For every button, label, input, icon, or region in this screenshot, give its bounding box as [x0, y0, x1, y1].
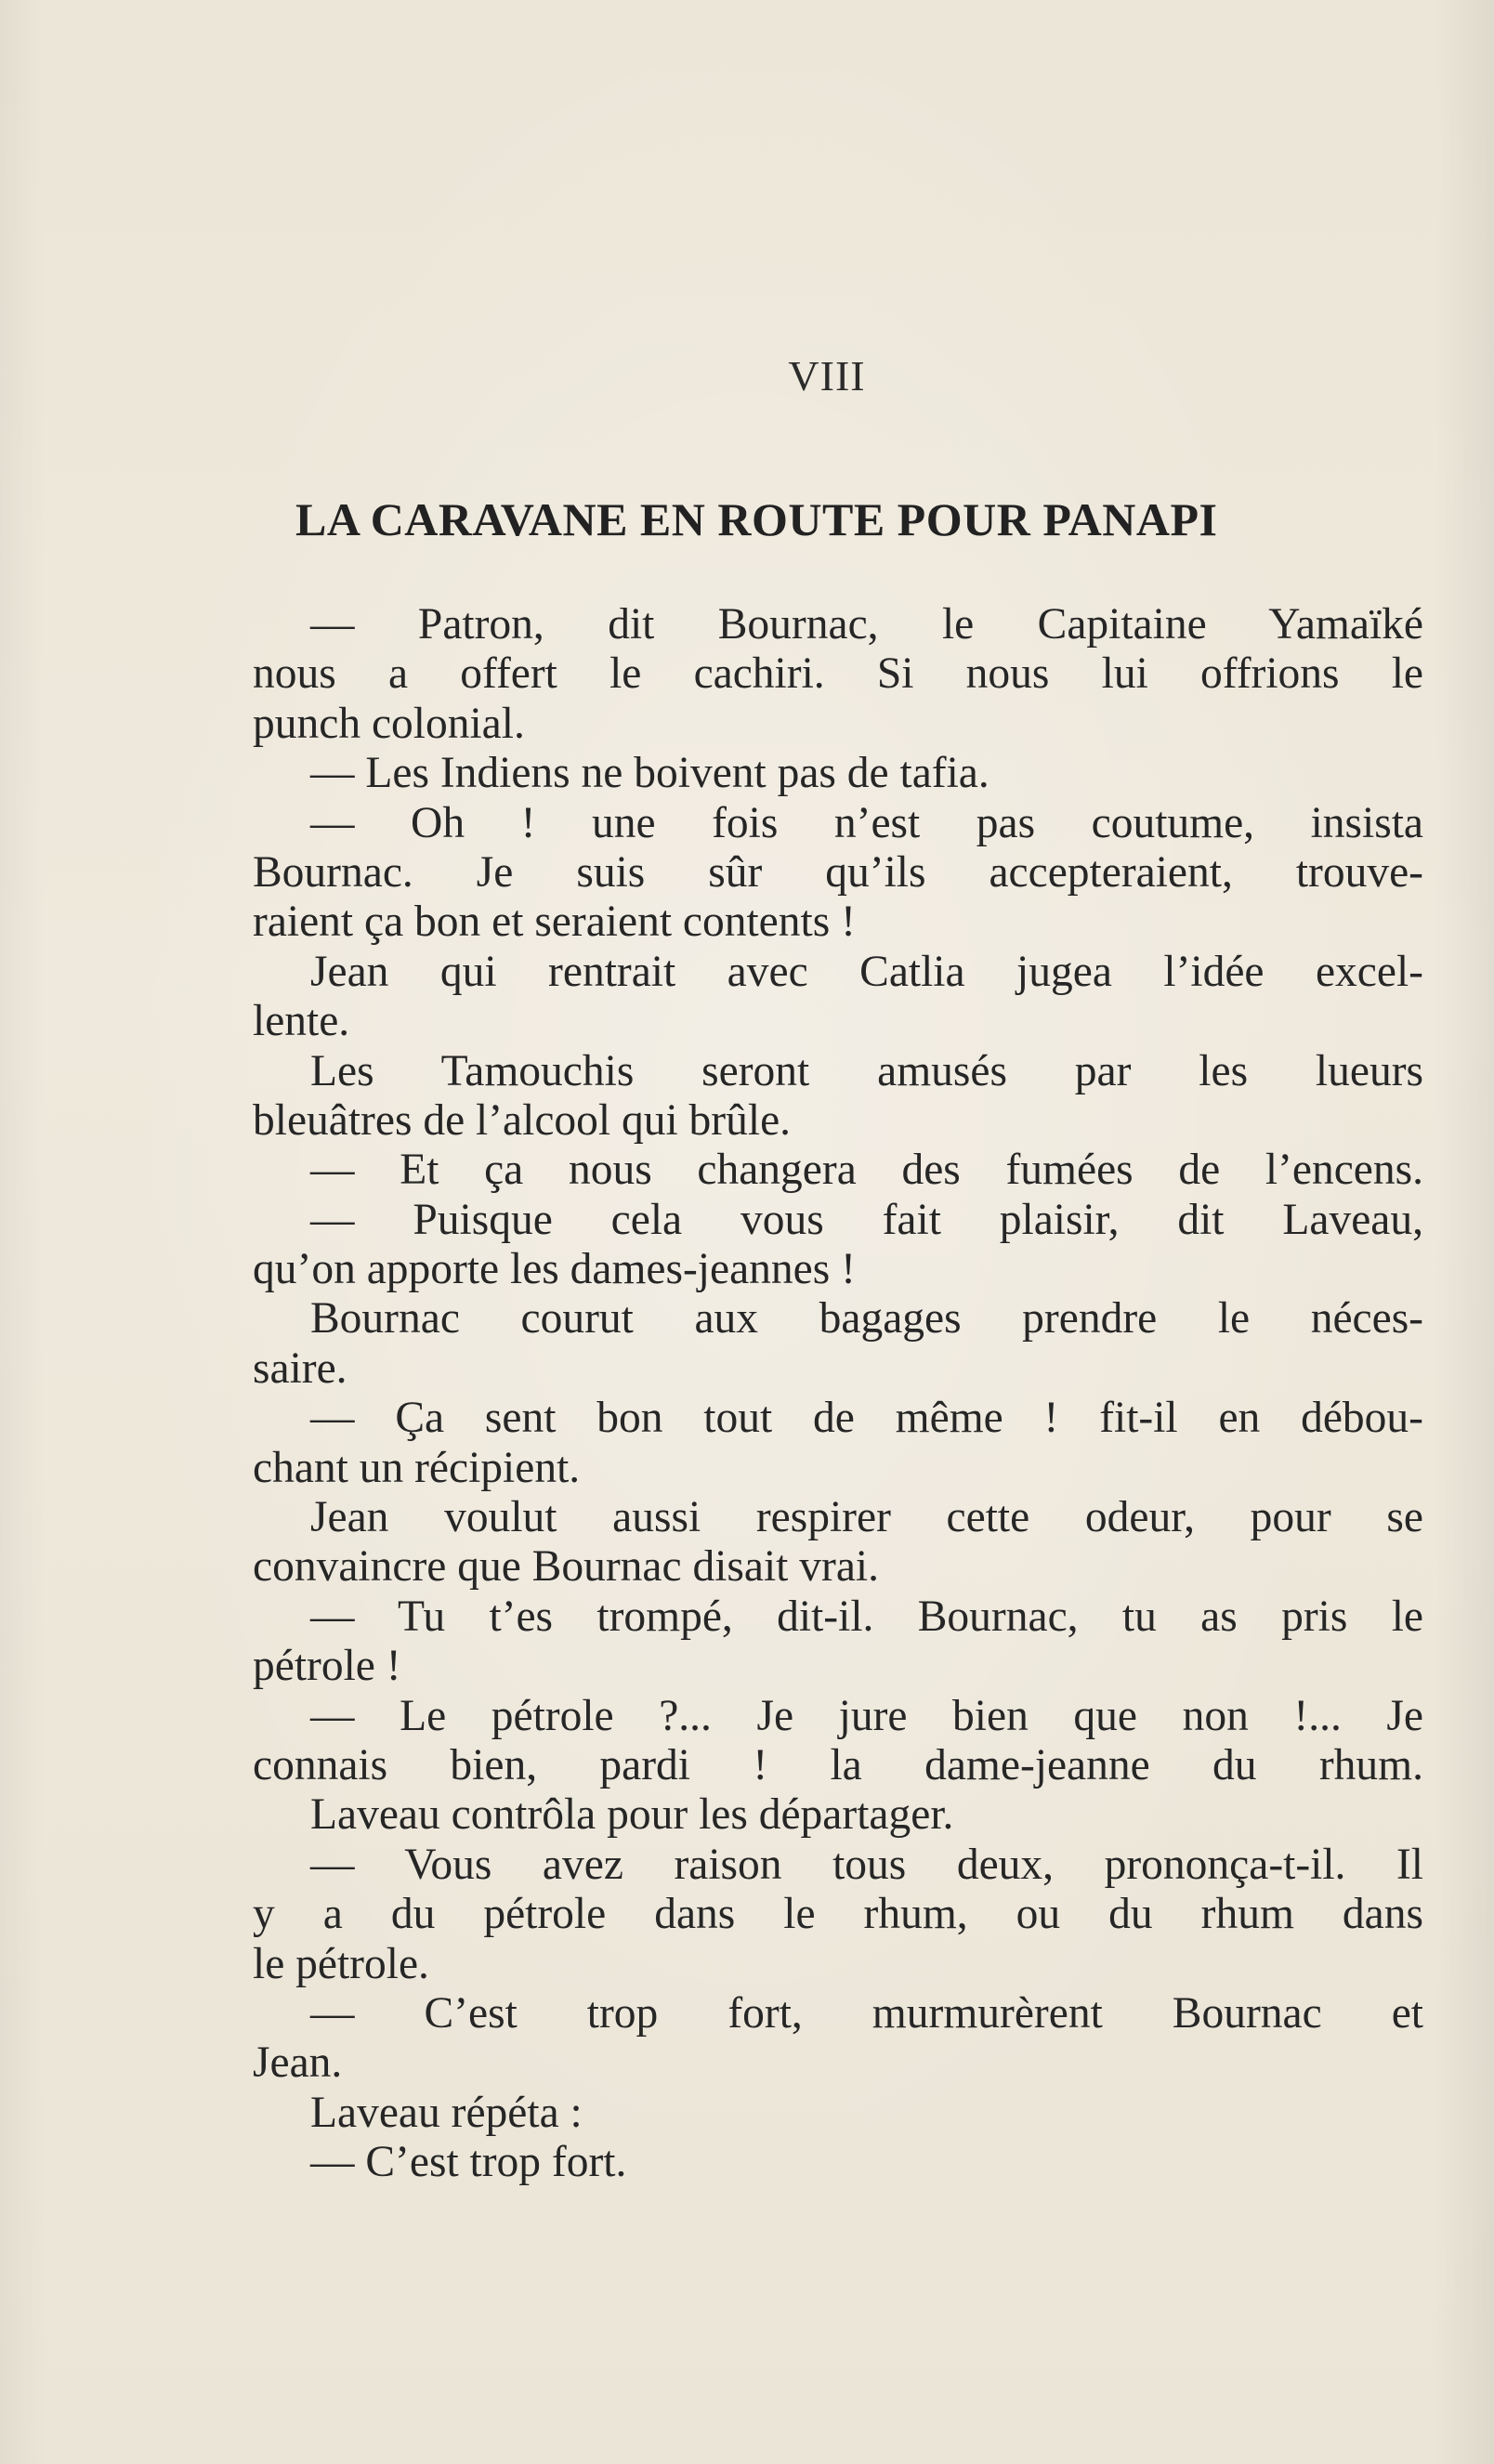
text-line: le pétrole. [253, 1939, 429, 1988]
text-line: — C’est trop fort, murmurèrent Bournac et [310, 1988, 1423, 2038]
text-line: — Les Indiens ne boivent pas de tafia. [310, 749, 989, 798]
text-line: — Le pétrole ?... Je jure bien que non !... Je [310, 1691, 1423, 1740]
chapter-title: LA CARAVANE EN ROUTE POUR PANAPI [295, 493, 1218, 545]
text-line: — Ça sent bon tout de même ! fit-il en débou- [310, 1394, 1423, 1443]
text-line: bleuâtres de l’alcool qui brûle. [253, 1095, 792, 1145]
text-line: Laveau contrôla pour les départager. [310, 1790, 954, 1840]
text-line: pétrole ! [253, 1642, 401, 1691]
text-line: convaincre que Bournac disait vrai. [253, 1542, 879, 1592]
text-line: qu’on apporte les dames-jeannes ! [253, 1245, 856, 1294]
text-line: — Vous avez raison tous deux, prononça-t-il. Il [310, 1840, 1423, 1889]
text-line: — Tu t’es trompé, dit-il. Bournac, tu as pris le [310, 1592, 1423, 1641]
text-line: Les Tamouchis seront amusés par les lueurs [310, 1046, 1423, 1095]
text-line: raient ça bon et seraient contents ! [253, 898, 856, 947]
chapter-number: VIII [788, 352, 866, 400]
text-line: Jean qui rentrait avec Catlia jugea l’idée excel- [310, 947, 1423, 996]
text-line: lente. [253, 997, 350, 1046]
body-text [253, 600, 1423, 2188]
text-line: — Oh ! une fois n’est pas coutume, insista [310, 798, 1423, 847]
text-line: Jean voulut aussi respirer cette odeur, pour se [310, 1493, 1423, 1542]
text-line: saire. [253, 1343, 347, 1393]
text-line: chant un récipient. [253, 1443, 581, 1492]
text-line: nous a offert le cachiri. Si nous lui offrions le [253, 649, 1423, 699]
text-line: — C’est trop fort. [310, 2138, 627, 2187]
text-line: punch colonial. [253, 699, 525, 748]
text-line: Bournac courut aux bagages prendre le néces- [310, 1294, 1423, 1343]
text-line: — Et ça nous changera des fumées de l’encens. [310, 1146, 1423, 1195]
text-line: — Puisque cela vous fait plaisir, dit Laveau, [310, 1195, 1423, 1244]
text-line: connais bien, pardi ! la dame-jeanne du rhum. [253, 1740, 1423, 1789]
text-line: y a du pétrole dans le rhum, ou du rhum dans [253, 1890, 1423, 1939]
text-line: Bournac. Je suis sûr qu’ils accepteraient, trouve- [253, 847, 1423, 897]
text-line: — Patron, dit Bournac, le Capitaine Yamaïké [310, 600, 1423, 649]
text-line: Jean. [253, 2038, 343, 2088]
text-line: Laveau répéta : [310, 2088, 583, 2137]
